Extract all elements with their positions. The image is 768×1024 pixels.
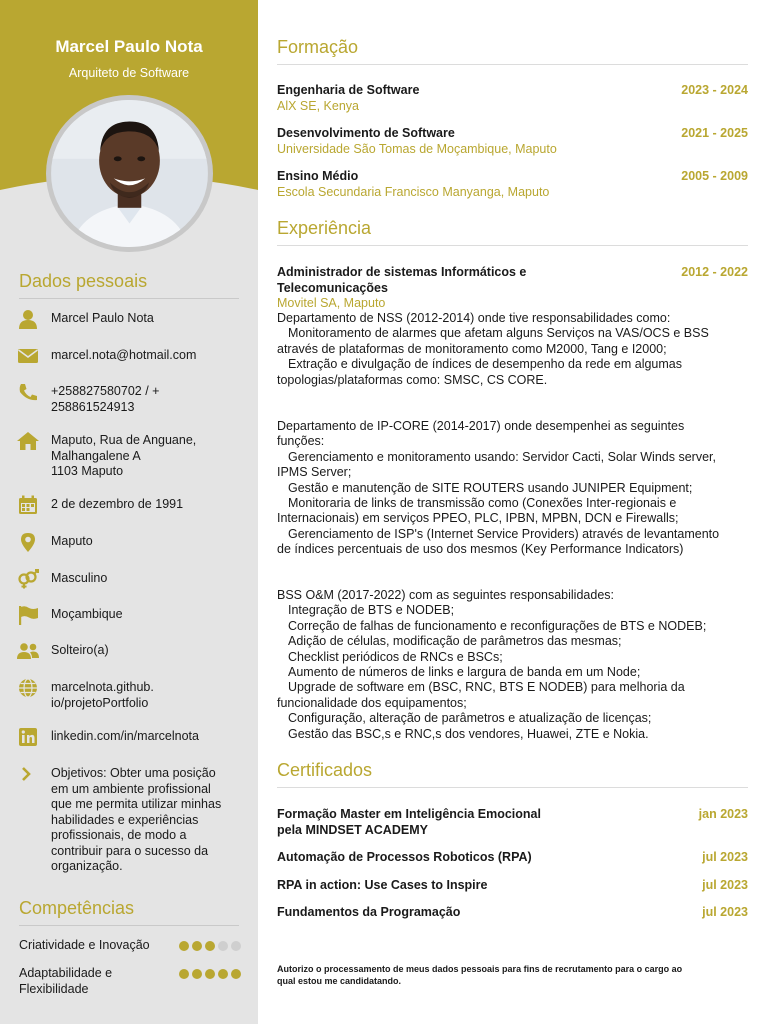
description-line: Departamento de IP-CORE (2014-2017) onde desempenhei as seguintes: [277, 419, 685, 433]
entry-title: Ensino Médio: [277, 169, 359, 183]
user-icon: [17, 309, 41, 329]
description-line: Gestão e manutenção de SITE ROUTERS usando JUNIPER Equipment;: [288, 480, 693, 495]
certificate-entry: [277, 850, 748, 866]
map-pin-icon: [17, 532, 41, 552]
entry-org: Universidade São Tomas de Moçambique, Maputo: [277, 141, 557, 156]
divider: [19, 298, 239, 299]
description-line: Adição de células, modificação de parâmetros das mesmas;: [288, 634, 622, 649]
divider: [277, 64, 748, 65]
gender-icon: [17, 569, 41, 589]
main-content: [258, 0, 768, 1024]
skill-dot-filled: [205, 941, 215, 951]
education-entry: [277, 169, 748, 200]
avatar: [51, 100, 208, 247]
email-item[interactable]: [17, 348, 247, 366]
skill-level-dots: [179, 969, 241, 979]
entry-title: Administrador de sistemas Informáticos e Telecomunicações: [277, 265, 527, 295]
entry-date: jul 2023: [702, 905, 748, 919]
personal-item-text: Maputo: [51, 534, 93, 548]
entry-title: Desenvolvimento de Software: [277, 126, 455, 140]
birthdate-item: [17, 497, 247, 515]
marital-status-item: [17, 643, 247, 661]
linkedin-icon: [17, 727, 41, 747]
entry-org: AlX SE, Kenya: [277, 98, 359, 113]
profile-name: Marcel Paulo Nota: [55, 37, 203, 56]
entry-date: 2021 - 2025: [681, 126, 748, 140]
entry-title: Fundamentos da Programação: [277, 905, 461, 919]
description-line: BSS O&M (2017-2022) com as seguintes responsabilidades:: [277, 588, 614, 602]
skill-dot-filled: [231, 969, 241, 979]
description-line: Gestão das BSC,s e RNC,s dos vendores, Huawei, ZTE e Nokia.: [288, 726, 649, 741]
personal-name-item: [17, 311, 247, 329]
chevron-right-icon: [17, 764, 41, 784]
description-line: Configuração, alteração de parâmetros e atualização de licenças;: [288, 711, 652, 726]
entry-date: 2023 - 2024: [681, 83, 748, 97]
entry-org: Escola Secundaria Francisco Manyanga, Maputo: [277, 184, 550, 199]
description-line: Checklist periódicos de RNCs e BSCs;: [288, 649, 503, 664]
home-icon: [17, 431, 41, 451]
skill-item: [19, 966, 241, 997]
flag-icon: [17, 605, 41, 625]
personal-item-text: marcelnota.github. io/projetoPortfolio: [51, 680, 154, 710]
gender-item: [17, 571, 247, 589]
linkedin-item[interactable]: [17, 729, 247, 747]
profile-role: Arquiteto de Software: [68, 66, 190, 80]
nationality-item: [17, 607, 247, 625]
objective-item: [17, 766, 247, 875]
certificates-title: Certificados: [277, 760, 373, 780]
description-line: Gerenciamento de ISP's (Internet Service Providers) através de levantamento: [288, 526, 720, 541]
experience-entry: [277, 265, 748, 312]
entry-org: Movitel SA, Maputo: [277, 296, 386, 310]
personal-item-text: 2 de dezembro de 1991: [51, 497, 184, 511]
education-entry: [277, 126, 748, 157]
entry-date: jan 2023: [698, 807, 748, 821]
description-line: Upgrade de software em (BSC, RNC, BTS E NODEB) para melhoria da: [288, 680, 685, 695]
skill-label: Adaptabilidade e Flexibilidade: [19, 966, 113, 996]
personal-item-text: Moçambique: [51, 607, 123, 621]
certificate-entry: [277, 807, 748, 838]
description-line: Internacionais) em serviços PPEO, PLC, IPBN, MPBN, DCN e Firewalls;: [277, 511, 679, 526]
entry-title: Engenharia de Software: [277, 83, 420, 97]
entry-date: 2012 - 2022: [681, 265, 748, 279]
experience-description: [277, 588, 748, 742]
skills-title: Competências: [19, 898, 135, 918]
city-item: [17, 534, 247, 552]
certificate-entry: [277, 878, 748, 894]
description-line: através de plataformas de monitoramento como M2000, Tang e I2000;: [277, 341, 667, 356]
description-line: funções:: [277, 434, 325, 449]
personal-item-text: +258827580702 / + 258861524913: [51, 384, 160, 414]
skill-dot-filled: [205, 969, 215, 979]
certificate-entry: [277, 905, 748, 921]
description-line: Monitoramento de alarmes que afetam alguns Serviços na VAS/OCS e BSS: [288, 326, 709, 341]
personal-item-text: Objetivos: Obter uma posição em um ambiente profissional que me permita utilizar minhas habilidades e experiências profissionais, de modo a contribuir para o sucesso da organização.: [51, 766, 222, 873]
description-line: topologias/plataformas como: SMSC, CS CORE.: [277, 372, 548, 387]
entry-date: jul 2023: [702, 878, 748, 892]
entry-title: RPA in action: Use Cases to Inspire: [277, 878, 488, 892]
sidebar: [0, 0, 258, 1024]
divider: [277, 245, 748, 246]
personal-item-text: Maputo, Rua de Anguane, Malhangalene A 1103 Maputo: [51, 433, 197, 478]
description-line: Correção de falhas de funcionamento e reconfigurações de BTS e NODEB;: [288, 618, 707, 633]
education-title: Formação: [277, 37, 359, 57]
address-item: [17, 433, 247, 480]
entry-title: Formação Master em Inteligência Emocional pela MINDSET ACADEMY: [277, 807, 541, 837]
experience-title: Experiência: [277, 218, 372, 238]
people-icon: [17, 641, 41, 661]
description-line: Gerenciamento e monitoramento usando: Servidor Cacti, Solar Winds server,: [288, 449, 716, 464]
divider: [19, 925, 239, 926]
entry-title: Automação de Processos Roboticos (RPA): [277, 850, 532, 864]
calendar-icon: [17, 495, 41, 515]
skill-dot-filled: [179, 969, 189, 979]
description-line: Departamento de NSS (2012-2014) onde tive responsabilidades como:: [277, 311, 671, 325]
description-line: Integração de BTS e NODEB;: [288, 603, 455, 618]
envelope-icon: [17, 346, 41, 366]
skill-dot-filled: [192, 941, 202, 951]
entry-date: 2005 - 2009: [681, 169, 748, 183]
globe-icon: [17, 678, 41, 698]
skill-dot-filled: [192, 969, 202, 979]
experience-description: [277, 311, 748, 388]
phone-item: [17, 384, 247, 415]
personal-item-text: Marcel Paulo Nota: [51, 311, 154, 325]
consent-note: Autorizo o processamento de meus dados pessoais para fins de recrutamento para o cargo ao qual estou me candidatando.: [277, 964, 683, 986]
experience-description: [277, 419, 748, 558]
description-line: Monitoraria de links de transmissão como (Conexões Inter-regionais e: [288, 496, 677, 511]
phone-icon: [17, 382, 41, 402]
description-line: de índices percentuais de uso dos mesmos (Key Performance Indicators): [277, 542, 684, 557]
description-line: Extração e divulgação de índices de desempenho da rede em algumas: [288, 357, 683, 372]
profile-photo: [46, 95, 213, 252]
description-line: IPMS Server;: [277, 465, 352, 480]
skill-label: Criatividade e Inovação: [19, 938, 150, 952]
entry-date: jul 2023: [702, 850, 748, 864]
skill-dot-empty: [231, 941, 241, 951]
skill-dot-filled: [218, 969, 228, 979]
description-line: Aumento de números de links e largura de banda em um Node;: [288, 665, 641, 680]
divider: [277, 787, 748, 788]
skill-level-dots: [179, 941, 241, 951]
education-entry: [277, 83, 748, 114]
personal-data-title: Dados pessoais: [19, 271, 148, 291]
skill-dot-filled: [179, 941, 189, 951]
description-line: funcionalidade dos equipamentos;: [277, 695, 467, 710]
website-item[interactable]: [17, 680, 247, 711]
personal-item-text: marcel.nota@hotmail.com: [51, 348, 197, 362]
skill-item: [19, 938, 241, 954]
skill-dot-empty: [218, 941, 228, 951]
personal-item-text: Masculino: [51, 571, 108, 585]
personal-item-text: Solteiro(a): [51, 643, 109, 657]
personal-item-text: linkedin.com/in/marcelnota: [51, 729, 199, 743]
